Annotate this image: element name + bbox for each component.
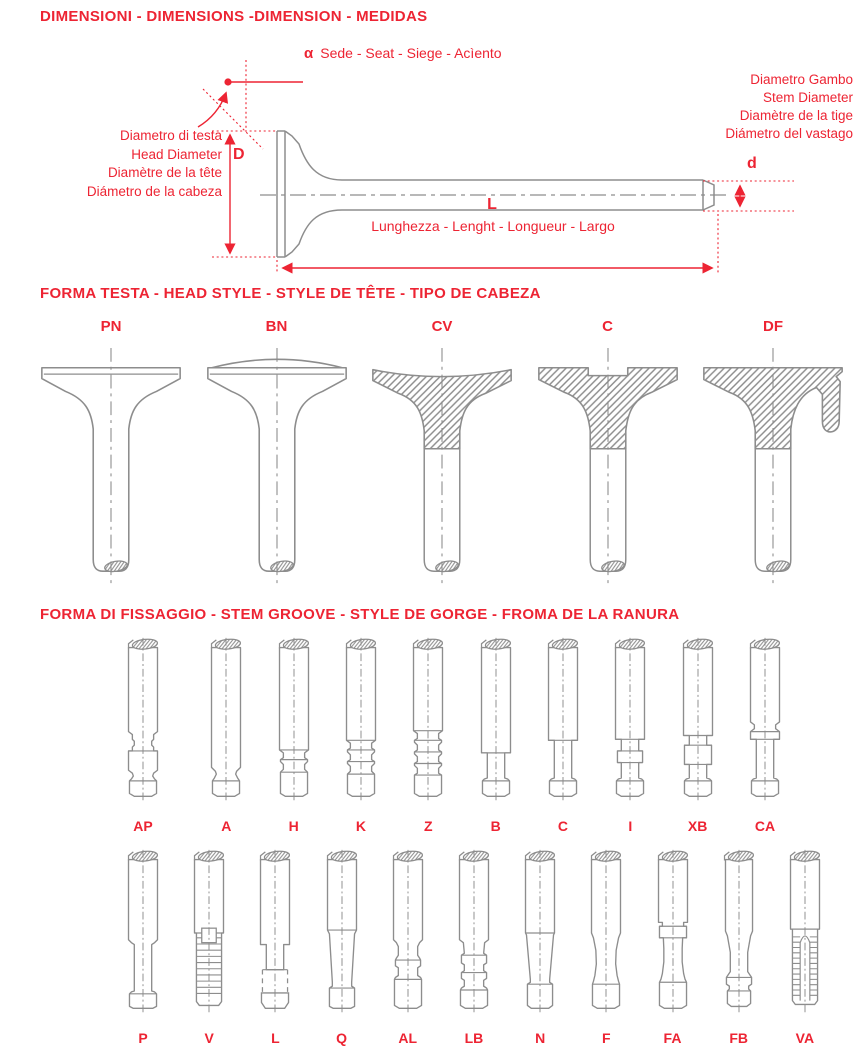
head-style-drawing-DF — [692, 338, 854, 597]
seat-angle-arc — [198, 93, 226, 127]
stem-groove-XB — [667, 636, 729, 834]
stem-groove-label: H — [288, 818, 299, 834]
stem-groove-label: CA — [754, 818, 776, 834]
head-diameter-label — [40, 127, 222, 201]
head-style-drawing-PN — [30, 338, 192, 597]
stem-groove-drawing-F — [575, 848, 637, 1018]
head-diameter-line: Head Diameter — [131, 146, 222, 162]
stem-groove-K — [330, 636, 392, 834]
dimensions-section-title: DIMENSIONI - DIMENSIONS -DIMENSION - MEDIDAS — [40, 8, 428, 25]
head-style-drawing-BN — [196, 338, 358, 597]
stem-groove-drawing-I — [599, 636, 661, 806]
stem-groove-F — [575, 848, 637, 1046]
stem-groove-C — [532, 636, 594, 834]
stem-groove-label: Q — [336, 1030, 347, 1046]
stem-diameter-line: Stem Diameter — [762, 90, 853, 105]
stem-groove-row-2 — [112, 848, 836, 1046]
stem-groove-drawing-FB — [708, 848, 770, 1018]
head-diameter-line: Diametro di testa — [119, 128, 222, 143]
stem-groove-drawing-K — [330, 636, 392, 806]
stem-groove-Q — [311, 848, 373, 1046]
stem-groove-AP — [112, 636, 174, 834]
stem-groove-VA — [774, 848, 836, 1046]
stem-groove-label: AL — [398, 1030, 418, 1046]
length-symbol: L — [487, 196, 497, 213]
stem-groove-LB — [443, 848, 505, 1046]
stem-groove-drawing-P — [112, 848, 174, 1018]
valve-body-drawing — [260, 131, 728, 257]
stem-groove-label: LB — [464, 1030, 484, 1046]
stem-groove-drawing-XB — [667, 636, 729, 806]
stem-groove-label: VA — [795, 1030, 815, 1046]
stem-groove-drawing-VA — [774, 848, 836, 1018]
stem-groove-label: V — [204, 1030, 214, 1046]
stem-groove-label: P — [138, 1030, 148, 1046]
stem-groove-drawing-B — [465, 636, 527, 806]
stem-groove-drawing-A — [195, 636, 257, 806]
stem-groove-FB — [708, 848, 770, 1046]
stem-groove-label: L — [271, 1030, 280, 1046]
stem-groove-AL — [377, 848, 439, 1046]
seat-angle-label — [304, 44, 502, 64]
stem-groove-CA — [734, 636, 796, 834]
head-style-label: C — [602, 318, 613, 335]
stem-groove-drawing-Q — [311, 848, 373, 1018]
head-style-CV — [361, 318, 523, 602]
stem-groove-section-title: FORMA DI FISSAGGIO - STEM GROOVE - STYLE DE GORGE - FROMA DE LA RANURA — [40, 606, 680, 623]
stem-groove-label: AP — [133, 818, 153, 834]
stem-groove-I — [599, 636, 661, 834]
head-style-BN — [196, 318, 358, 602]
head-diameter-symbol: D — [233, 146, 245, 163]
stem-groove-drawing-CA — [734, 636, 796, 806]
stem-groove-P — [112, 848, 174, 1046]
stem-groove-drawing-C — [532, 636, 594, 806]
stem-diameter-line: Diámetro del vastago — [725, 126, 853, 141]
stem-groove-label: N — [535, 1030, 546, 1046]
stem-groove-drawing-V — [178, 848, 240, 1018]
stem-groove-drawing-AL — [377, 848, 439, 1018]
head-style-row — [30, 318, 854, 602]
stem-diameter-line: Diametro Gambo — [750, 72, 853, 87]
head-style-C — [527, 318, 689, 602]
stem-groove-drawing-L — [244, 848, 306, 1018]
stem-groove-H — [263, 636, 325, 834]
stem-groove-row-1 — [112, 636, 796, 834]
head-style-drawing-CV — [361, 338, 523, 597]
alpha-symbol: α — [304, 45, 314, 62]
stem-groove-label: F — [602, 1030, 611, 1046]
stem-groove-N — [509, 848, 571, 1046]
stem-groove-label: A — [221, 818, 232, 834]
head-style-label: PN — [100, 318, 122, 335]
stem-groove-label: FA — [663, 1030, 682, 1046]
head-style-label: BN — [265, 318, 288, 335]
stem-groove-B — [465, 636, 527, 834]
stem-groove-drawing-Z — [397, 636, 459, 806]
stem-diameter-symbol: d — [747, 155, 757, 172]
length-label: Lunghezza - Lenght - Longueur - Largo — [371, 218, 615, 234]
stem-groove-drawing-N — [509, 848, 571, 1018]
stem-groove-label: FB — [729, 1030, 749, 1046]
stem-groove-L — [244, 848, 306, 1046]
stem-diameter-label — [640, 71, 853, 143]
stem-groove-drawing-FA — [642, 848, 704, 1018]
stem-groove-label: K — [355, 818, 367, 834]
stem-groove-label: Z — [424, 818, 433, 834]
stem-groove-FA — [642, 848, 704, 1046]
head-diameter-line: Diamètre de la tête — [107, 165, 222, 180]
head-style-PN — [30, 318, 192, 602]
stem-groove-drawing-AP — [112, 636, 174, 806]
stem-groove-drawing-H — [263, 636, 325, 806]
head-style-drawing-C — [527, 338, 689, 597]
head-style-DF — [692, 318, 854, 602]
stem-groove-A — [195, 636, 257, 834]
stem-groove-label: C — [557, 818, 569, 834]
stem-groove-label: XB — [687, 818, 708, 834]
head-style-label: CV — [431, 318, 453, 335]
stem-groove-V — [178, 848, 240, 1046]
head-style-section-title: FORMA TESTA - HEAD STYLE - STYLE DE TÊTE - TIPO DE CABEZA — [40, 285, 541, 302]
stem-groove-Z — [397, 636, 459, 834]
seat-leader-dot — [224, 78, 231, 85]
stem-diameter-line: Diamètre de la tige — [739, 108, 853, 123]
stem-groove-drawing-LB — [443, 848, 505, 1018]
stem-groove-label: B — [490, 818, 501, 834]
stem-groove-label: I — [628, 818, 633, 834]
seat-label-text: Sede - Seat - Siege - Acìento — [320, 45, 502, 61]
head-style-label: DF — [763, 318, 783, 335]
head-diameter-line: Diámetro de la cabeza — [86, 183, 222, 199]
